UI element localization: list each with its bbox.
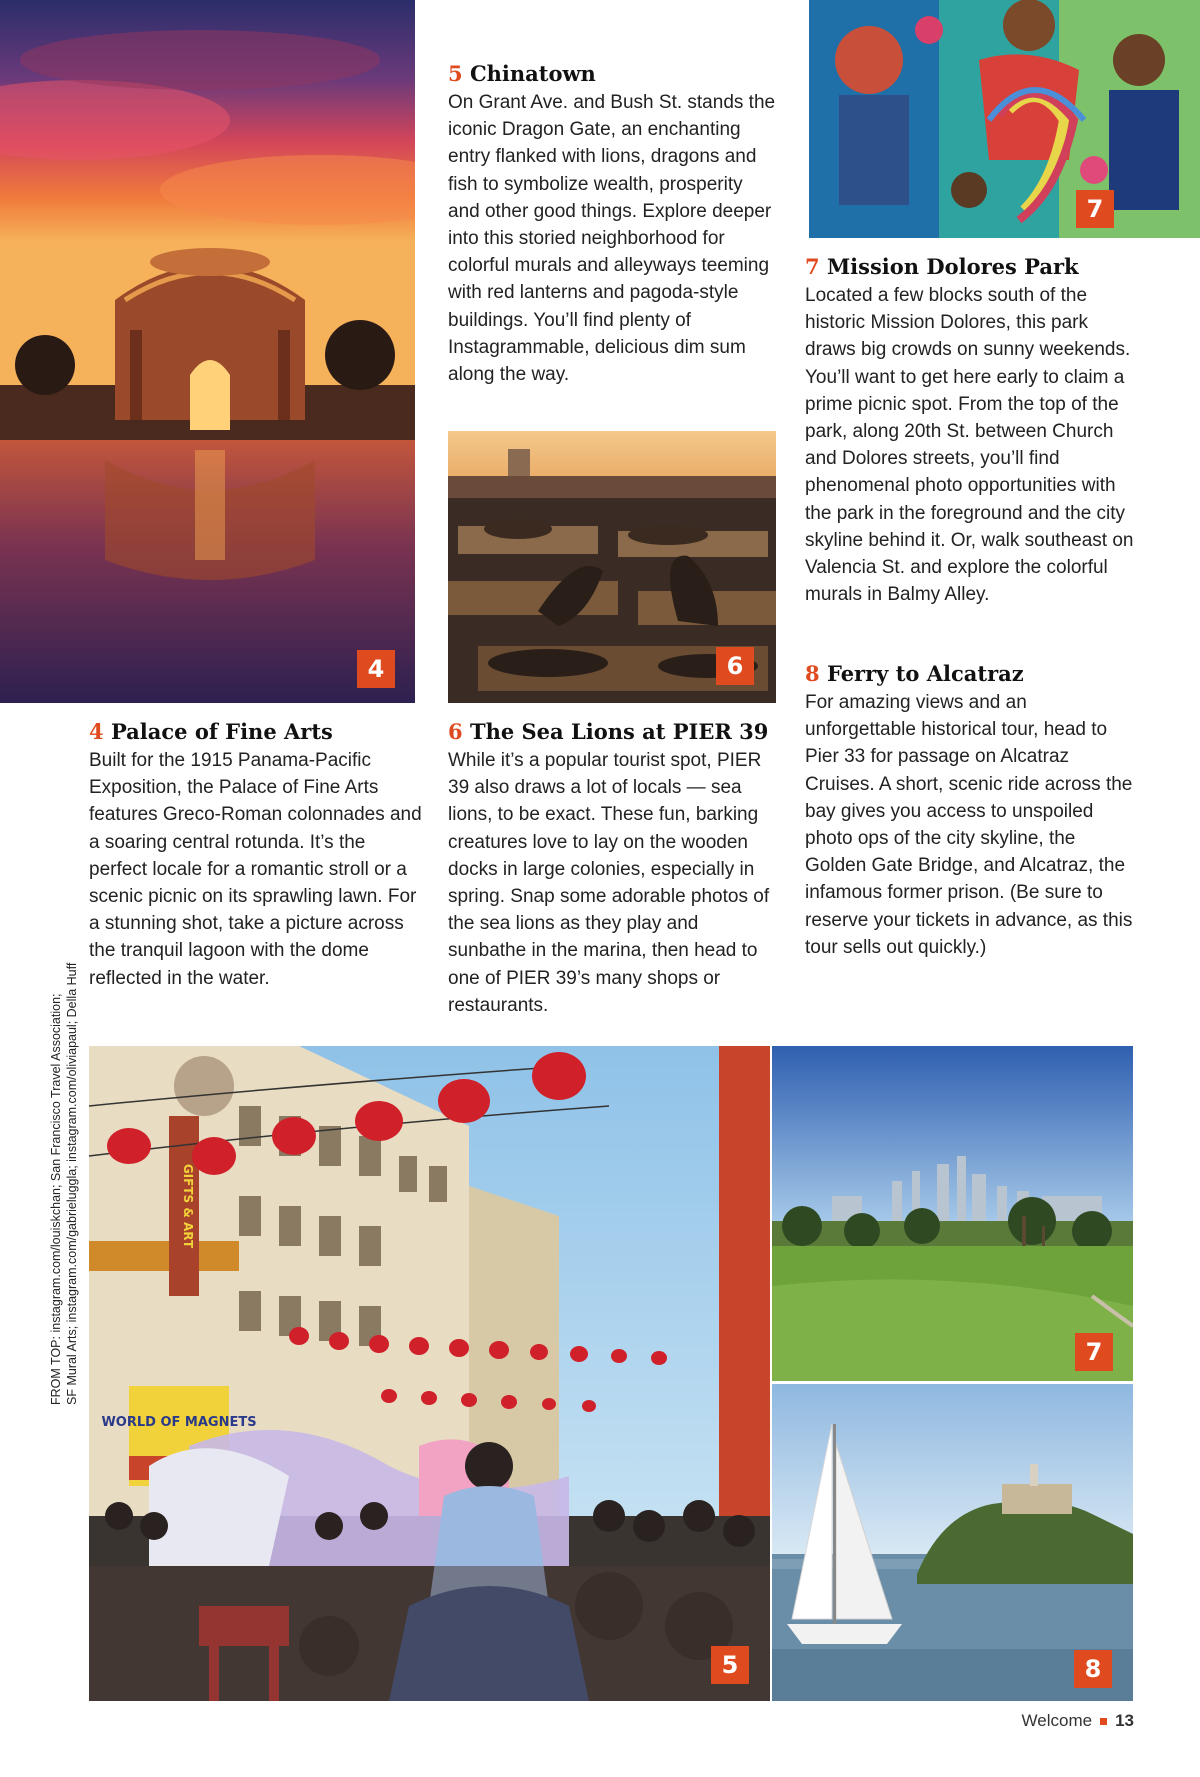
page-number: 13 [1115, 1711, 1134, 1730]
section-title: Chinatown [469, 61, 596, 86]
chinatown-heading [448, 61, 596, 87]
section-number: 4 [89, 719, 104, 744]
gifts-sign-text: GIFTS & ART [181, 1163, 195, 1249]
photo-credit [48, 875, 80, 1405]
palace-of-fine-arts-body: Built for the 1915 Panama-Pacific Exposition, the Palace of Fine Arts features Greco-Roman colonnades and a soaring central rotunda. It’s the perfect locale for a romantic stroll or a scenic picnic on its sprawling lawn. For a stunning shot, take a picture across the tranquil lagoon with the dome reflected in the water. [89, 750, 422, 989]
mission-dolores-park-body: Located a few blocks south of the historic Mission Dolores, this park draws big crowds on sunny weekends. You’ll want to get here early to claim a prime picnic spot. From the top of the park, along 20th St. between Church and Dolores streets, you’ll find phenomenal photo opportunities with the park in the foreground and the city skyline behind it. Or, walk southeast on Valencia St. and explore the colorful murals in Balmy Alley. [805, 285, 1134, 606]
section-number: 6 [448, 719, 463, 744]
photo-number-badge: 7 [1075, 1333, 1113, 1371]
section-number: 8 [805, 661, 820, 686]
section-title: Ferry to Alcatraz [826, 661, 1024, 686]
footer-section-name: Welcome [1021, 1711, 1093, 1730]
palace-of-fine-arts-heading [89, 719, 333, 745]
sea-lions-heading [448, 719, 768, 745]
page-footer [1022, 1711, 1134, 1731]
photo-credit-line: FROM TOP: instagram.com/louiskchan; San Francisco Travel Association; [49, 993, 63, 1405]
palace-of-fine-arts-photo [0, 0, 415, 703]
photo-number-badge: 5 [711, 1646, 749, 1684]
mission-dolores-park-photo [772, 1046, 1133, 1381]
mission-mural-photo [809, 0, 1200, 238]
section-title: The Sea Lions at PIER 39 [469, 719, 769, 744]
mission-dolores-park-heading [805, 254, 1079, 280]
sea-lions-photo [448, 431, 776, 703]
photo-number-badge: 8 [1074, 1650, 1112, 1688]
section-number: 7 [805, 254, 820, 279]
photo-number-badge: 4 [357, 650, 395, 688]
section-number: 5 [448, 61, 463, 86]
ferry-to-alcatraz-body: For amazing views and an unforgettable historical tour, head to Pier 33 for passage on Alcatraz Cruises. A short, scenic ride across the bay gives you access to unspoiled photo ops of the city skyline, the Golden Gate Bridge, and Alcatraz, the infamous former prison. (Be sure to reserve your tickets in advance, as this tour sells out quickly.) [805, 692, 1133, 958]
section-title: Mission Dolores Park [826, 254, 1079, 279]
photo-credit-line: SF Mural Arts; instagram.com/gabrieluggla; instagram.com/oliviapaul; Della Huff [65, 962, 79, 1405]
shop-sign-text: WORLD OF MAGNETS [101, 1415, 257, 1430]
chinatown-photo [89, 1046, 770, 1701]
photo-number-badge: 6 [716, 647, 754, 685]
section-title: Palace of Fine Arts [110, 719, 333, 744]
chinatown-body: On Grant Ave. and Bush St. stands the iconic Dragon Gate, an enchanting entry flanked with lions, dragons and fish to symbolize wealth, prosperity and other good things. Explore deeper into this storied neighborhood for colorful murals and alleyways teeming with red lanterns and pagoda-style buildings. You’ll find plenty of Instagrammable, delicious dim sum along the way. [448, 92, 776, 386]
ferry-to-alcatraz-heading [805, 661, 1024, 687]
sea-lions-body: While it’s a popular tourist spot, PIER 39 also draws a lot of locals — sea lions, to be exact. These fun, barking creatures love to lay on the wooden docks in large colonies, especially in spring. Snap some adorable photos of the sea lions as they play and sunbathe in the marina, then head to one of PIER 39’s many shops or restaurants. [448, 750, 770, 1016]
photo-number-badge: 7 [1076, 190, 1114, 228]
alcatraz-ferry-photo [772, 1384, 1133, 1701]
footer-bullet-icon [1100, 1718, 1107, 1725]
